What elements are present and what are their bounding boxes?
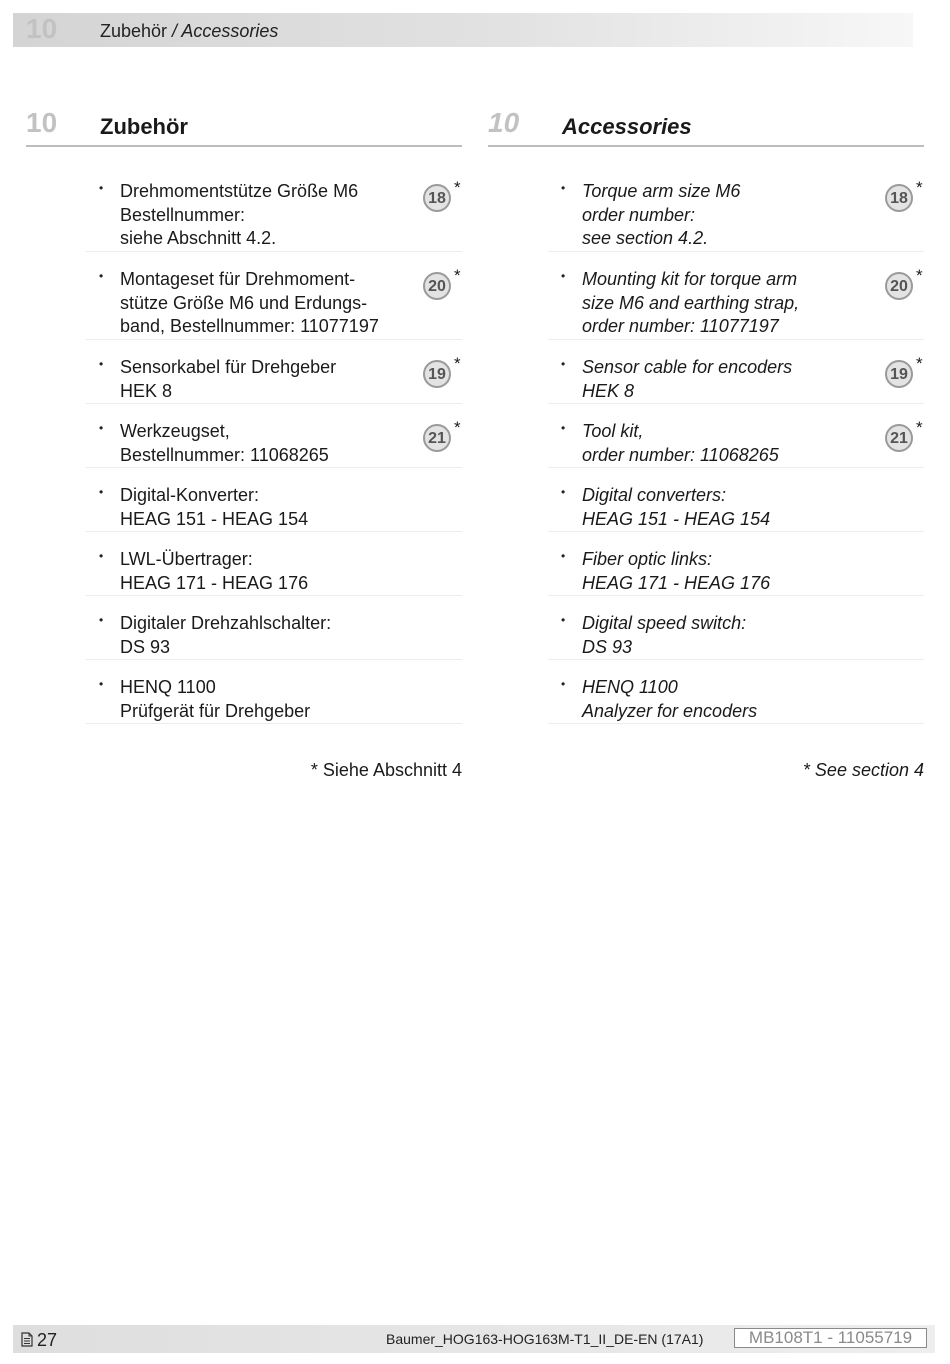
- bullet: •: [561, 549, 566, 563]
- list-item: [86, 180, 462, 252]
- list-item: [86, 612, 462, 660]
- bullet: •: [99, 613, 104, 627]
- footnote-star: *: [454, 266, 461, 285]
- section-heading-de: [26, 100, 462, 147]
- header-title: [100, 21, 278, 42]
- section-title-en: Accessories: [562, 114, 692, 139]
- item-text: Werkzeugset, Bestellnummer: 11068265: [120, 421, 329, 465]
- bullet: •: [99, 677, 104, 691]
- figure-ref-badge: 19: [885, 360, 913, 388]
- bullet: •: [99, 485, 104, 499]
- list-item: [548, 484, 924, 532]
- bullet: •: [561, 357, 566, 371]
- item-text: Montageset für Drehmoment- stütze Größe M6 und Erdungs- band, Bestellnummer: 11077197: [120, 269, 379, 336]
- list-item: [548, 268, 924, 340]
- list-item: [548, 676, 924, 724]
- figure-ref-badge: 21: [423, 424, 451, 452]
- page-number: 27: [37, 1330, 58, 1350]
- item-text: Digital speed switch: DS 93: [582, 613, 747, 657]
- item-text: Torque arm size M6 order number: see section 4.2.: [582, 181, 741, 248]
- item-text: Mounting kit for torque arm size M6 and earthing strap, order number: 11077197: [582, 269, 800, 336]
- section-number-de: 10: [26, 107, 58, 138]
- list-item: [86, 268, 462, 340]
- footnote-star: *: [454, 178, 461, 197]
- list-item: [548, 420, 924, 468]
- item-text: HENQ 1100 Analyzer for encoders: [582, 677, 758, 721]
- footnote-de: * Siehe Abschnitt 4: [310, 760, 462, 780]
- figure-ref-badge: 20: [423, 272, 451, 300]
- bullet: •: [561, 677, 566, 691]
- list-item: [86, 676, 462, 724]
- footnote-star: *: [454, 354, 461, 373]
- document-id-box: MB108T1 - 11055719: [734, 1328, 927, 1348]
- item-text: Digitaler Drehzahlschalter: DS 93: [120, 613, 332, 657]
- column-english: [488, 100, 924, 780]
- bullet: •: [99, 357, 104, 371]
- bullet: •: [561, 485, 566, 499]
- bullet: •: [99, 269, 104, 283]
- list-item: [548, 180, 924, 252]
- bullet: •: [561, 421, 566, 435]
- header-chapter-number: 10: [26, 13, 58, 44]
- bullet: •: [99, 181, 104, 195]
- bullet: •: [561, 269, 566, 283]
- list-item: [86, 356, 462, 404]
- footnote-en: * See section 4: [802, 760, 924, 780]
- figure-ref-badge: 18: [423, 184, 451, 212]
- column-german: [26, 100, 462, 780]
- header-title-de: Zubehör: [100, 21, 168, 41]
- figure-ref-badge: 21: [885, 424, 913, 452]
- section-heading-en: [488, 100, 924, 147]
- footnote-star: *: [916, 354, 923, 373]
- section-number-en: 10: [488, 107, 520, 138]
- item-text: Fiber optic links: HEAG 171 - HEAG 176: [582, 549, 771, 593]
- figure-ref-badge: 19: [423, 360, 451, 388]
- footnote-star: *: [916, 266, 923, 285]
- figure-ref-badge: 18: [885, 184, 913, 212]
- header-title-sep: /: [167, 21, 182, 41]
- bullet: •: [99, 421, 104, 435]
- item-text: Drehmomentstütze Größe M6 Bestellnummer: siehe Abschnitt 4.2.: [120, 181, 359, 248]
- item-text: Sensorkabel für Drehgeber HEK 8: [120, 357, 337, 401]
- item-text: Tool kit, order number: 11068265: [582, 421, 779, 465]
- item-text: LWL-Übertrager: HEAG 171 - HEAG 176: [120, 549, 309, 593]
- footnote-star: *: [454, 418, 461, 437]
- list-item: [86, 420, 462, 468]
- bullet: •: [99, 549, 104, 563]
- section-title-de: Zubehör: [100, 114, 188, 139]
- list-item: [548, 612, 924, 660]
- header-title-en: Accessories: [181, 21, 279, 41]
- footnote-star: *: [916, 418, 923, 437]
- list-item: [548, 548, 924, 596]
- bullet: •: [561, 181, 566, 195]
- list-item: [86, 548, 462, 596]
- footnote-star: *: [916, 178, 923, 197]
- item-text: Digital converters: HEAG 151 - HEAG 154: [582, 485, 771, 529]
- figure-ref-badge: 20: [885, 272, 913, 300]
- item-text: HENQ 1100 Prüfgerät für Drehgeber: [120, 677, 311, 721]
- document-name: Baumer_HOG163-HOG163M-T1_II_DE-EN (17A1): [386, 1331, 704, 1347]
- list-item: [86, 484, 462, 532]
- item-text: Digital-Konverter: HEAG 151 - HEAG 154: [120, 485, 309, 529]
- list-item: [548, 356, 924, 404]
- item-text: Sensor cable for encoders HEK 8: [582, 357, 793, 401]
- bullet: •: [561, 613, 566, 627]
- document-icon: [21, 1332, 33, 1347]
